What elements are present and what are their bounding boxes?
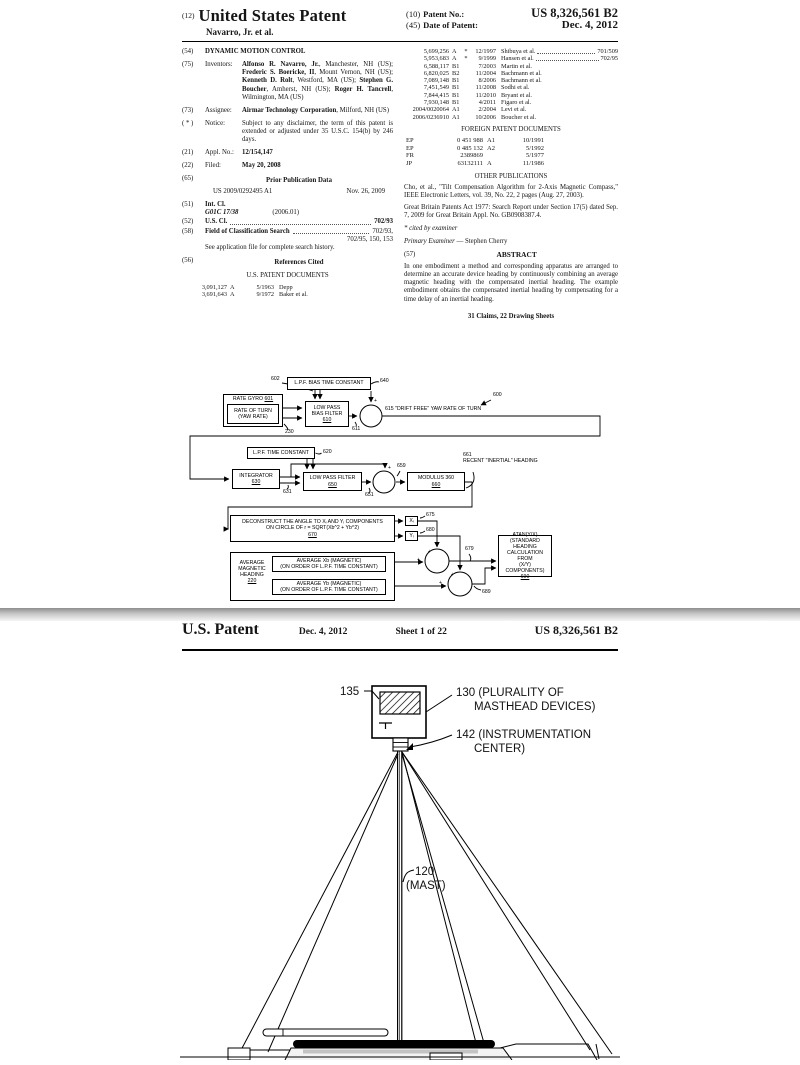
field-code: (75) (182, 60, 194, 68)
foreign-citation-row: EP 0 451 988 A1 10/1991 (406, 137, 544, 145)
low-pass-bias-filter-box (305, 401, 349, 427)
date-of-patent: Dec. 4, 2012 (561, 19, 618, 31)
prior-publication-heading: Prior Publication Data (266, 176, 332, 184)
claims-line: 31 Claims, 22 Drawing Sheets (467, 313, 555, 320)
first-named-inventor: Navarro, Jr. et al. (206, 27, 274, 37)
cited-by-examiner-note: * cited by examiner (404, 224, 458, 232)
box-label: (X/Y) COMPONENTS) (505, 562, 545, 575)
filed-date: May 20, 2008 (242, 161, 281, 169)
citation-row: 5,699,256 A * 12/1997 Shibuya et al. 701/509 (423, 48, 618, 55)
citation-row: 7,089,148 B1 8/2006 Bachmann et al. (423, 77, 542, 85)
header-right (406, 6, 618, 37)
appl-no: 12/154,147 (242, 148, 273, 156)
citation-row: 2006/0236910 A1 10/2006 Boucher et al. (412, 113, 537, 121)
box-label: L.P.F. TIME CONSTANT (253, 449, 309, 456)
int-cl-year: (2006.01) (272, 208, 300, 216)
masthead-box (372, 686, 426, 751)
box-label: LOW PASS (313, 404, 341, 411)
box-label: (ON ORDER OF L.P.F. TIME CONSTANT) (280, 564, 378, 570)
other-publications (404, 184, 618, 221)
box-label: (ON ORDER OF L.P.F. TIME CONSTANT) (280, 587, 378, 593)
svg-text:+: + (451, 572, 454, 578)
average-x-box (272, 556, 386, 572)
assignee-value: Airmar Technology Corporation, Milford, NH (US) (242, 106, 389, 114)
scanned-page-divider (0, 608, 800, 621)
notice-label: Notice: (205, 119, 226, 127)
ref-651: 651 (365, 492, 374, 498)
ref-610: 610 (322, 417, 332, 424)
inventors-value: Alfonso R. Navarro, Jr., Manchester, NH (US); Frederic S. Boericke, II, Mount Vernon, NH (US); Kenneth D. Rolt, Westford, MA (US); Stephen G. Boucher, Amherst, NH (US); Roger H. Tancrell, Wilmington, MA (US) (242, 60, 394, 101)
ref-630: 630 (251, 479, 261, 485)
box-label: BIAS FILTER (311, 410, 343, 417)
prior-publication-date: Nov. 26, 2009 (346, 187, 385, 195)
box-label: DECONSTRUCT THE ANGLE TO Xᵢ AND Yᵢ COMPONENTS (242, 519, 383, 526)
box-label: AVERAGE Yb (MAGNETIC) (296, 580, 362, 587)
citation-row: 7,844,415 B1 11/2010 Bryant et al. (423, 91, 532, 99)
sheet-header-title: U.S. Patent (182, 621, 259, 638)
box-label: CALCULATION FROM (507, 549, 543, 562)
field-code: (65) (182, 174, 194, 182)
patent-number: US 8,326,561 B2 (531, 6, 618, 20)
int-cl-class: G01C 17/38 (205, 208, 239, 216)
references-cited-heading: References Cited (274, 258, 324, 266)
instrumentation-center-fitting (393, 738, 408, 751)
front-header (182, 6, 618, 37)
field-code: (22) (182, 161, 194, 169)
box-label: AVERAGE MAGNETIC HEADING (238, 560, 266, 579)
label-130-line1: 130 (PLURALITY OF (456, 687, 564, 699)
label-142-line2: CENTER) (474, 743, 526, 755)
citation-row: 7,930,148 B1 4/2011 Figaro et al. (423, 99, 532, 107)
field-code: (51) (182, 200, 194, 208)
sheet-header-sheet-count: Sheet 1 of 22 (395, 627, 447, 637)
rigging-stays (240, 752, 612, 1054)
figure-1-sailboat (0, 660, 800, 1060)
lpf-bias-time-constant-box (287, 377, 371, 390)
bibliographic-column (182, 48, 393, 321)
bold-name: Kenneth D. Rolt (242, 77, 293, 85)
ref-220: 220 (247, 578, 257, 585)
field-search-label: Field of Classification Search (205, 227, 290, 235)
sheet-header-rule (182, 649, 618, 651)
foreign-citation-row: FR 2389869 5/1977 (406, 152, 544, 160)
average-magnetic-heading-label (234, 560, 270, 584)
int-cl-label: Int. Cl. (205, 200, 226, 208)
ref-660: 660 (431, 481, 441, 488)
citation-row: 5,953,683 A * 9/1999 Hansen et al. 702/95 (423, 55, 618, 63)
label-661-text: RECENT "INERTIAL" HEADING (463, 458, 538, 465)
ref-620: 620 (323, 449, 332, 455)
svg-text:-: - (366, 481, 368, 487)
us-citations (404, 48, 618, 121)
box-label: MODULUS 360 (417, 475, 455, 482)
bold-name: Frederic S. Boericke, II (242, 69, 315, 77)
ref-601: 601 (264, 396, 274, 402)
label-120: 120 (415, 866, 435, 878)
us-patent-documents-heading: U.S. PATENT DOCUMENTS (246, 272, 329, 280)
bold-name: Alfonso R. Navarro, Jr. (242, 60, 319, 68)
mast (398, 751, 402, 1050)
ref-650: 650 (328, 481, 337, 488)
citations-column (404, 48, 618, 321)
field-code-57: (57) (404, 251, 416, 259)
ref-689: 689 (482, 589, 491, 595)
citation-row: 2004/0020064 A1 2/2004 Levi et al. (412, 106, 527, 114)
label-120-mast: (MAST) (406, 880, 446, 892)
assignee-label: Assignee: (205, 106, 232, 114)
y-component-box (405, 531, 418, 541)
field-code: (54) (182, 48, 194, 55)
box-label: (STANDARD HEADING (510, 537, 540, 550)
patent-no-label: Patent No.: (423, 9, 465, 19)
label-130-line2: MASTHEAD DEVICES) (474, 701, 596, 713)
label-142-line1: 142 (INSTRUMENTATION (456, 729, 592, 741)
field-code-12: (12) (182, 11, 195, 20)
citation-row: 7,451,549 B1 11/2008 Sodhi et al. (423, 84, 530, 92)
header-left (182, 6, 346, 37)
field-search-classes-1: 702/93, (372, 227, 393, 235)
box-label: AVERAGE Xb (MAGNETIC) (296, 557, 362, 564)
prior-publication-number: US 2009/0292495 A1 (213, 187, 273, 195)
primary-examiner-name: — Stephen Cherry (456, 237, 508, 245)
citation-row: 6,588,117 B1 7/2003 Martin et al. (424, 62, 532, 70)
bold-name: Stephen G. Boucher (242, 77, 394, 93)
field-code-10: (10) (406, 9, 421, 19)
foreign-patent-documents-heading: FOREIGN PATENT DOCUMENTS (461, 125, 561, 133)
field-code: (21) (182, 148, 194, 156)
sheet-header-date: Dec. 4, 2012 (298, 627, 348, 637)
foreign-citation-row: EP 0 485 132 A2 5/1992 (406, 144, 544, 152)
label-661-recent-inertial (463, 452, 538, 464)
citation-row: 3,691,643 A 9/1972 Baker et al. (201, 290, 308, 298)
header-rule (182, 41, 618, 42)
modulus-360-box (407, 472, 465, 491)
appl-no-label: Appl. No.: (205, 148, 234, 156)
foreign-citation-row: JP 63132111 A 11/1986 (406, 160, 544, 168)
foreign-citations (404, 137, 618, 167)
box-label: L.P.F. BIAS TIME CONSTANT (294, 380, 364, 387)
citation-row: 6,820,025 B2 11/2004 Bachmann et al. (423, 69, 542, 77)
ref-611: 611 (352, 426, 361, 432)
box-label: RATE GYRO (232, 396, 264, 402)
svg-text:+: + (417, 557, 420, 563)
box-label: ATAN(Y/X) (512, 531, 538, 538)
dotted-leader (293, 233, 370, 234)
dotted-leader (230, 224, 371, 225)
us-cl-label: U.S. Cl. (205, 218, 228, 226)
patent-front-page (182, 6, 618, 321)
box-label: Yᵢ (409, 532, 414, 539)
lpf-time-constant-box (247, 447, 315, 459)
field-search-classes-2: 702/95, 150, 153 (346, 235, 393, 243)
box-label: Xᵢ (409, 517, 414, 524)
deconstruct-angle-box (230, 515, 395, 542)
date-of-patent-label: Date of Patent: (423, 20, 478, 30)
svg-text:+: + (428, 549, 431, 555)
notice-text: Subject to any disclaimer, the term of this patent is extended or adjusted under 35 U.S.C. 154(b) by 246 days. (242, 119, 393, 144)
box-label: LOW PASS FILTER (309, 475, 356, 482)
ref-631: 631 (283, 489, 292, 495)
ref-679: 679 (465, 546, 474, 552)
box-label: INTEGRATOR (239, 472, 273, 479)
svg-text:+: + (374, 398, 377, 404)
svg-text:+: + (439, 580, 442, 586)
ref-690: 690 (520, 574, 530, 581)
field-code: (58) (182, 227, 194, 235)
inventors-label: Inventors: (205, 60, 233, 68)
sheet-header-patent-number: US 8,326,561 B2 (534, 623, 618, 637)
boom-thick-bar (293, 1040, 495, 1048)
atan-box (498, 531, 552, 581)
publication-entry: Cho, et al., "Tilt Compensation Algorithm for 2-Axis Magnetic Compass," IEEE Electronic Letters, vol. 39, No. 22, 2 pages (Aug. 27, 2003). (404, 183, 618, 200)
us-patent-docs-rows (182, 284, 393, 299)
sheet-header (182, 621, 618, 639)
box-label: RATE OF TURN (234, 407, 272, 414)
masthead-device-hatched (380, 692, 420, 714)
field-search-note: See application file for complete search history. (205, 244, 335, 252)
bold-name: Airmar Technology Corporation (242, 106, 337, 114)
boom (263, 1029, 495, 1048)
ref-640: 640 (380, 378, 389, 384)
filed-label: Filed: (205, 161, 221, 169)
field-code: (56) (182, 256, 194, 264)
primary-examiner-label: Primary Examiner (404, 237, 455, 245)
svg-text:+: + (388, 465, 391, 471)
ref-670: 670 (308, 531, 317, 538)
page-title: United States Patent (198, 6, 347, 25)
ref-659: 659 (397, 463, 406, 469)
sailboat-drawing (0, 660, 800, 1060)
x-component-box (405, 516, 418, 526)
average-y-box (272, 579, 386, 595)
ref-661: 661 (463, 452, 472, 458)
label-135: 135 (340, 686, 360, 698)
rate-of-turn-box (227, 404, 279, 424)
us-cl-value: 702/93 (374, 218, 393, 226)
box-label: (YAW RATE) (238, 414, 268, 420)
label-615-drift-free: 615 "DRIFT FREE" YAW RATE OF TURN (385, 406, 482, 412)
abstract-heading: ABSTRACT (496, 250, 537, 260)
ref-230: 230 (285, 429, 294, 435)
integrator-box (232, 469, 280, 489)
citation-row: 3,091,127 A 5/1963 Depp (201, 283, 293, 291)
other-publications-heading: OTHER PUBLICATIONS (474, 172, 548, 180)
field-code: ( * ) (182, 119, 194, 127)
figure-6-block-diagram (185, 372, 617, 614)
bold-name: Roger H. Tancrell (334, 85, 392, 93)
svg-text:-: - (353, 415, 355, 421)
ref-602: 602 (271, 376, 280, 382)
publication-entry: Great Britain Patents Act 1977: Search Report under Section 17(5) dated Sep. 7, 2009 for Great Britain Appl. No. GB0908387.4. (404, 204, 618, 220)
field-code: (73) (182, 106, 194, 114)
abstract-text: In one embodiment a method and corresponding apparatus are arranged to determine an accurate device heading by continuously combining an average magnetic heading with the compensated inertial heading. The example embodiment obtains the compensated inertial heading by compensating for a time delay of an inertial heading. (404, 262, 618, 303)
ref-675: 675 (426, 512, 435, 518)
ref-600: 600 (493, 392, 502, 398)
low-pass-filter-box (303, 472, 362, 491)
ref-680: 680 (426, 527, 435, 533)
box-label: ON CIRCLE OF r = SQRT(Xb^2 + Yb^2) (266, 525, 359, 532)
field-code-45: (45) (406, 20, 421, 30)
field-code: (52) (182, 218, 194, 226)
primary-examiner-line (404, 238, 618, 246)
invention-title: DYNAMIC MOTION CONTROL (205, 48, 306, 55)
